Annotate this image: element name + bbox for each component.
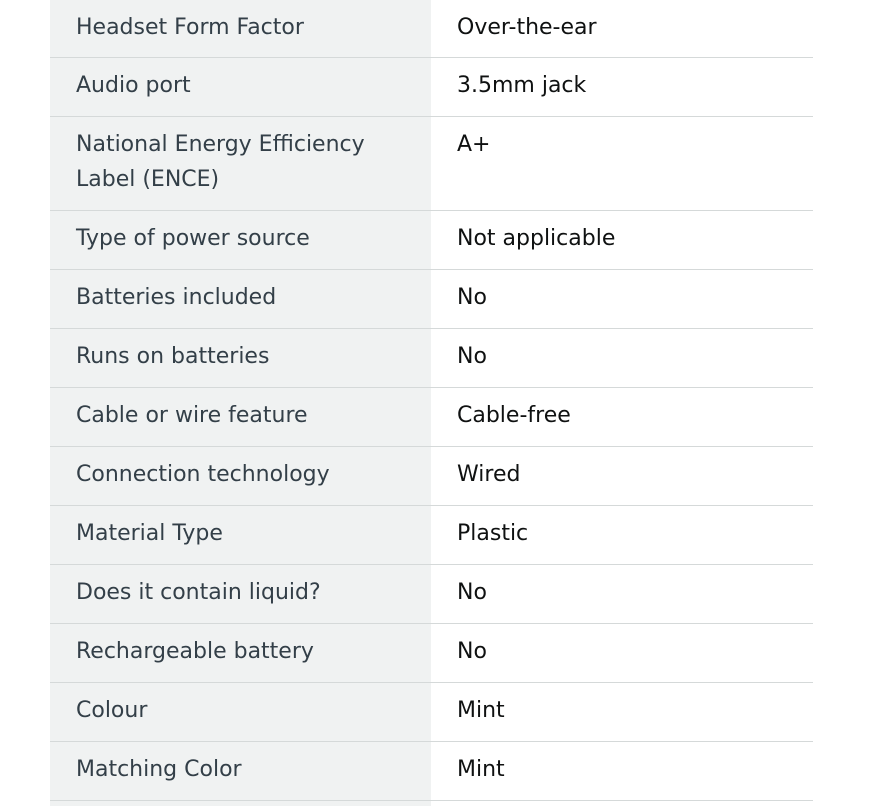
product-specifications-table	[50, 0, 813, 806]
spec-row-audio-port	[50, 57, 813, 116]
spec-value: A+	[431, 116, 813, 210]
spec-value: Mint	[431, 741, 813, 800]
spec-value-partial	[431, 800, 813, 806]
spec-value: 3.5mm jack	[431, 57, 813, 116]
spec-row-connection-technology	[50, 446, 813, 505]
spec-label: Batteries included	[50, 269, 431, 328]
spec-value: Plastic	[431, 505, 813, 564]
spec-row-matching-color	[50, 741, 813, 800]
spec-row-batteries-included	[50, 269, 813, 328]
spec-row-power-source-type	[50, 210, 813, 269]
spec-label: Material Type	[50, 505, 431, 564]
spec-value: Not applicable	[431, 210, 813, 269]
spec-value: Cable-free	[431, 387, 813, 446]
spec-row-colour	[50, 682, 813, 741]
spec-label: Headset Form Factor	[50, 0, 431, 57]
spec-label: Does it contain liquid?	[50, 564, 431, 623]
spec-row-partial	[50, 800, 813, 806]
spec-label: National Energy Efficiency Label (ENCE)	[50, 116, 431, 210]
spec-label: Audio port	[50, 57, 431, 116]
spec-row-runs-on-batteries	[50, 328, 813, 387]
spec-row-energy-efficiency-label	[50, 116, 813, 210]
spec-row-cable-feature	[50, 387, 813, 446]
spec-value: No	[431, 269, 813, 328]
spec-row-contains-liquid	[50, 564, 813, 623]
spec-row-material-type	[50, 505, 813, 564]
spec-row-headset-form-factor	[50, 0, 813, 57]
spec-value: Over-the-ear	[431, 0, 813, 57]
spec-row-rechargeable-battery	[50, 623, 813, 682]
spec-value: No	[431, 328, 813, 387]
spec-label: Type of power source	[50, 210, 431, 269]
spec-label: Cable or wire feature	[50, 387, 431, 446]
spec-value: No	[431, 564, 813, 623]
spec-label-partial	[50, 800, 431, 806]
spec-label: Colour	[50, 682, 431, 741]
spec-value: No	[431, 623, 813, 682]
spec-label: Connection technology	[50, 446, 431, 505]
spec-label: Matching Color	[50, 741, 431, 800]
spec-label: Runs on batteries	[50, 328, 431, 387]
spec-value: Wired	[431, 446, 813, 505]
spec-label: Rechargeable battery	[50, 623, 431, 682]
spec-value: Mint	[431, 682, 813, 741]
spec-table-body	[50, 0, 813, 806]
